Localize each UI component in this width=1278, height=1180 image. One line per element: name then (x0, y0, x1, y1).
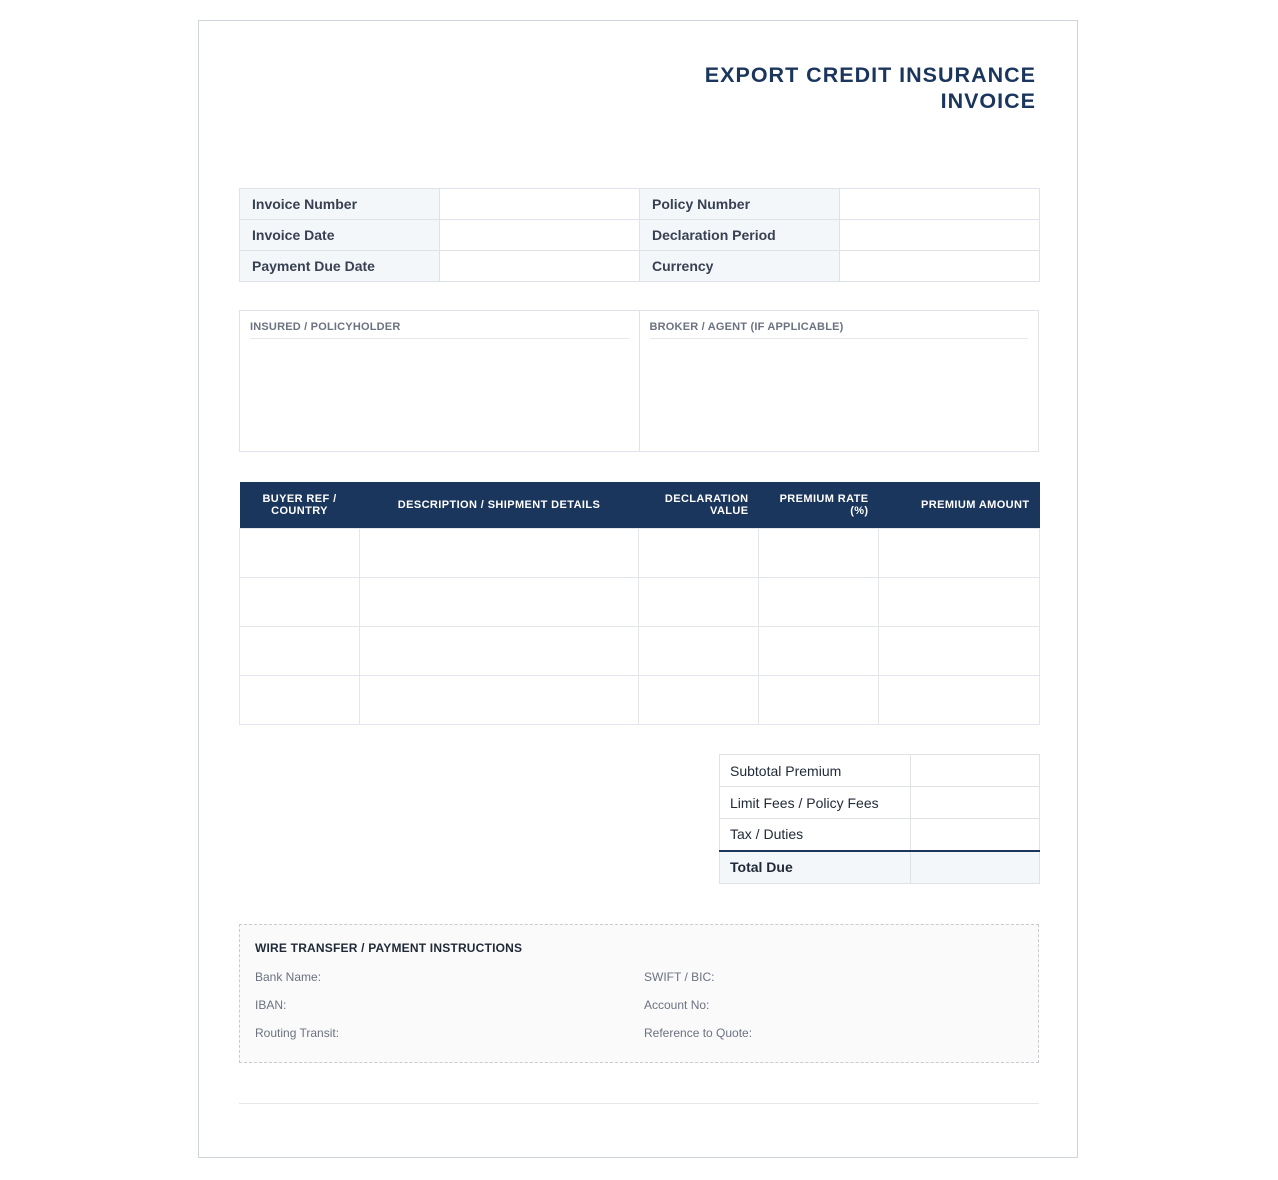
payment-due-date-label: Payment Due Date (240, 251, 440, 282)
broker-block[interactable] (639, 311, 1039, 451)
col-premium-rate: PREMIUM RATE (%) (759, 482, 879, 528)
buyer-ref-cell[interactable] (240, 528, 360, 577)
currency-label: Currency (640, 251, 840, 282)
total-due-value[interactable] (911, 851, 1040, 884)
policy-number-label: Policy Number (640, 189, 840, 220)
title-line-1: EXPORT CREDIT INSURANCE (704, 63, 1036, 87)
currency-field[interactable] (840, 251, 1040, 282)
declaration-value-cell[interactable] (639, 675, 759, 724)
broker-title: BROKER / AGENT (IF APPLICABLE) (650, 321, 1029, 339)
table-row (240, 528, 1040, 577)
description-cell[interactable] (360, 577, 639, 626)
premium-amount-cell[interactable] (879, 626, 1040, 675)
subtotal-value[interactable] (911, 755, 1040, 787)
payment-fields (255, 969, 1023, 1041)
swift-label: SWIFT / BIC: (644, 970, 715, 984)
subtotal-row (720, 755, 1040, 787)
totals-table (719, 754, 1040, 884)
buyer-ref-cell[interactable] (240, 675, 360, 724)
meta-row (240, 189, 1040, 220)
table-row (240, 577, 1040, 626)
table-row (240, 626, 1040, 675)
footer-divider (239, 1103, 1039, 1104)
account-no-label: Account No: (644, 998, 710, 1012)
line-items-header (240, 482, 1040, 528)
declaration-value-cell[interactable] (639, 626, 759, 675)
total-due-row (720, 851, 1040, 884)
declaration-value-cell[interactable] (639, 528, 759, 577)
premium-amount-cell[interactable] (879, 577, 1040, 626)
invoice-page (198, 20, 1078, 1158)
invoice-date-label: Invoice Date (240, 220, 440, 251)
fees-label: Limit Fees / Policy Fees (720, 787, 911, 819)
payment-title: WIRE TRANSFER / PAYMENT INSTRUCTIONS (255, 941, 523, 955)
routing-transit-label: Routing Transit: (255, 1026, 340, 1040)
col-buyer-ref: BUYER REF / COUNTRY (240, 482, 360, 528)
premium-rate-cell[interactable] (759, 577, 879, 626)
payment-due-date-field[interactable] (440, 251, 640, 282)
premium-rate-cell[interactable] (759, 675, 879, 724)
parties-section (239, 310, 1039, 452)
document-title (705, 62, 1036, 114)
meta-row (240, 251, 1040, 282)
premium-amount-cell[interactable] (879, 675, 1040, 724)
fees-value[interactable] (911, 787, 1040, 819)
title-line-2: INVOICE (940, 89, 1036, 113)
premium-rate-cell[interactable] (759, 528, 879, 577)
buyer-ref-cell[interactable] (240, 626, 360, 675)
insured-block[interactable] (240, 311, 639, 451)
meta-row (240, 220, 1040, 251)
total-due-label: Total Due (720, 851, 911, 884)
invoice-number-field[interactable] (440, 189, 640, 220)
col-description: DESCRIPTION / SHIPMENT DETAILS (360, 482, 639, 528)
description-cell[interactable] (360, 626, 639, 675)
payment-instructions (239, 924, 1039, 1063)
insured-title: INSURED / POLICYHOLDER (250, 321, 629, 339)
invoice-meta-table (239, 188, 1040, 282)
col-premium-amount: PREMIUM AMOUNT (879, 482, 1040, 528)
bank-name-label: Bank Name: (255, 970, 322, 984)
description-cell[interactable] (360, 675, 639, 724)
fees-row (720, 787, 1040, 819)
description-cell[interactable] (360, 528, 639, 577)
tax-value[interactable] (911, 819, 1040, 851)
declaration-period-label: Declaration Period (640, 220, 840, 251)
reference-label: Reference to Quote: (644, 1026, 753, 1040)
premium-amount-cell[interactable] (879, 528, 1040, 577)
invoice-number-label: Invoice Number (240, 189, 440, 220)
line-items-table (239, 482, 1040, 725)
declaration-value-cell[interactable] (639, 577, 759, 626)
subtotal-label: Subtotal Premium (720, 755, 911, 787)
iban-label: IBAN: (255, 998, 287, 1012)
buyer-ref-cell[interactable] (240, 577, 360, 626)
invoice-date-field[interactable] (440, 220, 640, 251)
tax-row (720, 819, 1040, 851)
declaration-period-field[interactable] (840, 220, 1040, 251)
table-row (240, 675, 1040, 724)
policy-number-field[interactable] (840, 189, 1040, 220)
col-declaration-value: DECLARATION VALUE (639, 482, 759, 528)
tax-label: Tax / Duties (720, 819, 911, 851)
premium-rate-cell[interactable] (759, 626, 879, 675)
